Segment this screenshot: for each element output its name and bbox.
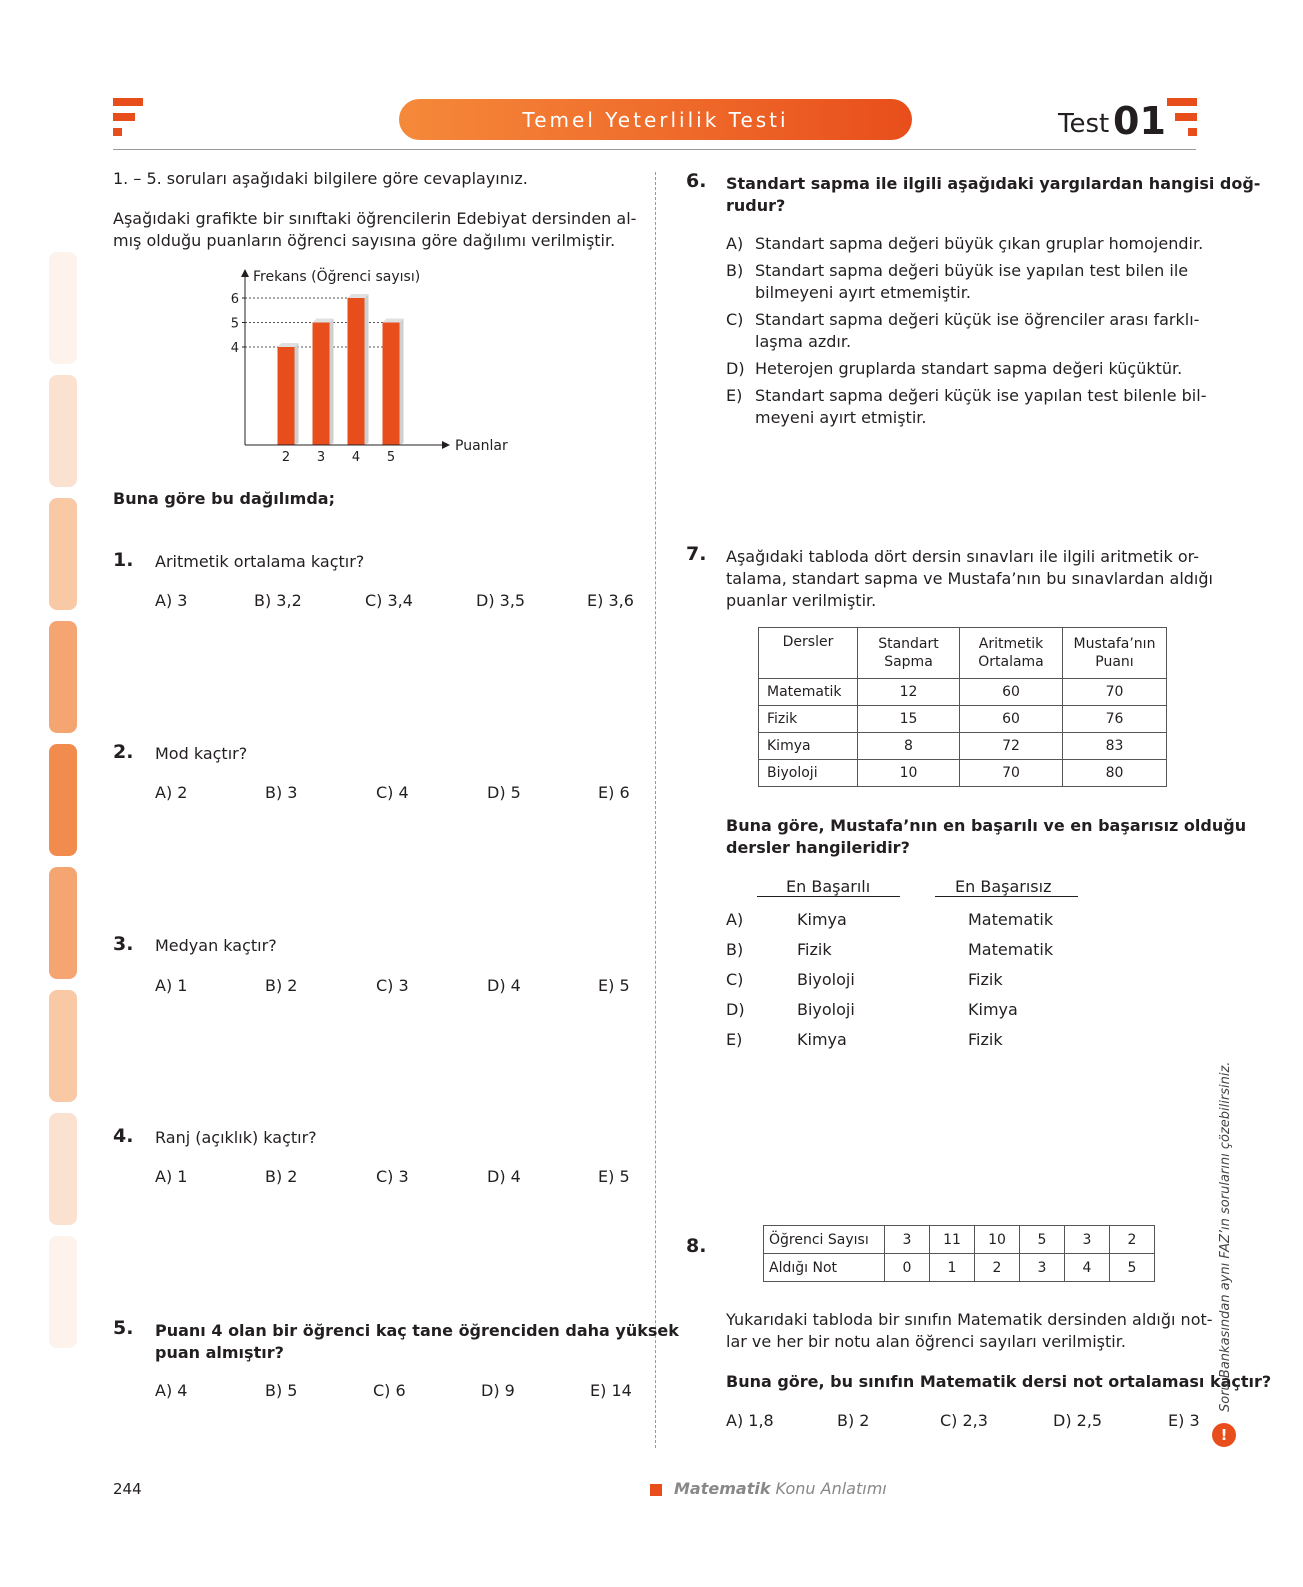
option-e-text-2[interactable]: meyeni ayırt etmiştir. (755, 408, 927, 427)
option-label[interactable]: A) (726, 910, 744, 929)
option-d[interactable]: D) 5 (487, 783, 521, 802)
option-worst[interactable]: Fizik (968, 1030, 1003, 1049)
footer-square-icon (650, 1484, 662, 1496)
table-row (764, 1226, 1155, 1254)
y-tick-label: 4 (230, 341, 239, 356)
option-d[interactable]: D) 3,5 (476, 591, 526, 610)
bar-shadow-4 (365, 294, 369, 445)
option-d-text[interactable]: Heterojen gruplarda standart sapma değeri küçüktür. (755, 359, 1183, 378)
table-cell: 72 (960, 733, 1063, 760)
question-number: 1. (113, 549, 134, 571)
x-tick-label: 5 (386, 450, 396, 465)
description-line-1: Yukarıdaki tabloda bir sınıfın Matematik dersinden aldığı not- (726, 1310, 1213, 1329)
column-underline (757, 896, 900, 897)
y-tick-label: 5 (230, 316, 239, 332)
description-line-2: lar ve her bir notu alan öğrenci sayıları verilmiştir. (726, 1332, 1126, 1351)
table-cell: 5 (1110, 1254, 1155, 1282)
question-number: 7. (686, 543, 707, 565)
table-cell: 4 (1065, 1254, 1110, 1282)
option-c[interactable]: C) 6 (373, 1381, 406, 1400)
option-b[interactable]: B) 5 (265, 1381, 298, 1400)
question-text-line-2: talama, standart sapma ve Mustafa’nın bu sınavlardan aldığı (726, 569, 1213, 588)
option-best[interactable]: Kimya (797, 910, 847, 929)
table-header-row (759, 628, 1167, 679)
option-label[interactable]: B) (726, 940, 744, 959)
option-a-label[interactable]: A) (726, 234, 744, 253)
book-title-rest: Konu Anlatımı (770, 1479, 887, 1498)
table-row (759, 679, 1167, 706)
table-cell: 2 (975, 1254, 1020, 1282)
question-text-line-3: puanlar verilmiştir. (726, 591, 877, 610)
question-text-line-2: rudur? (726, 196, 786, 215)
option-best[interactable]: Kimya (797, 1030, 847, 1049)
table-cell: Öğrenci Sayısı (764, 1226, 885, 1254)
option-label[interactable]: D) (726, 1000, 745, 1019)
question-text: Ranj (açıklık) kaçtır? (155, 1128, 317, 1147)
question-text-line-1: Puanı 4 olan bir öğrenci kaç tane öğrenciden daha yüksek (155, 1321, 679, 1340)
option-c-label[interactable]: C) (726, 310, 744, 329)
table-row (764, 1254, 1155, 1282)
question-text-line-1: Standart sapma ile ilgili aşağıdaki yargılardan hangisi doğ- (726, 174, 1261, 193)
option-best[interactable]: Fizik (797, 940, 832, 959)
intro-heading: 1. – 5. soruları aşağıdaki bilgilere göre cevaplayınız. (113, 169, 528, 188)
option-e[interactable]: E) 3 (1168, 1411, 1200, 1430)
option-c[interactable]: C) 2,3 (940, 1411, 988, 1430)
table-cell: 0 (885, 1254, 930, 1282)
table-row (759, 733, 1167, 760)
option-worst[interactable]: Matematik (968, 910, 1054, 929)
option-b[interactable]: B) 3,2 (254, 591, 302, 610)
table-cell: 11 (930, 1226, 975, 1254)
bar-shadow-5 (400, 319, 404, 446)
intro-line-2: mış olduğu puanların öğrenci sayısına göre dağılımı verilmiştir. (113, 231, 616, 250)
option-worst[interactable]: Fizik (968, 970, 1003, 989)
test-banner: Temel Yeterlilik Testi (399, 99, 912, 140)
option-worst[interactable]: Matematik (968, 940, 1054, 959)
column-header-best: En Başarılı (786, 877, 871, 896)
option-a[interactable]: A) 1,8 (726, 1411, 774, 1430)
table-cell: Aldığı Not (764, 1254, 885, 1282)
option-c[interactable]: C) 3 (376, 976, 409, 995)
bar-2 (278, 347, 295, 445)
x-axis-label: Puanlar (455, 438, 508, 454)
column-header-worst: En Başarısız (955, 877, 1052, 896)
question-number: 6. (686, 170, 707, 192)
option-d-label[interactable]: D) (726, 359, 745, 378)
option-a[interactable]: A) 4 (155, 1381, 188, 1400)
question-prompt-line-1: Buna göre, Mustafa’nın en başarılı ve en başarısız olduğu (726, 816, 1247, 835)
table-cell: 1 (930, 1254, 975, 1282)
option-b[interactable]: B) 2 (265, 1167, 298, 1186)
option-d[interactable]: D) 4 (487, 976, 521, 995)
option-e-label[interactable]: E) (726, 386, 743, 405)
option-a[interactable]: A) 2 (155, 783, 188, 802)
option-e[interactable]: E) 5 (598, 1167, 630, 1186)
table-row (759, 706, 1167, 733)
table-cell: Biyoloji (759, 760, 858, 787)
option-c[interactable]: C) 3,4 (365, 591, 413, 610)
frequency-chart (220, 265, 530, 465)
table-cell: 60 (960, 679, 1063, 706)
option-e[interactable]: E) 3,6 (587, 591, 634, 610)
table-cell: 8 (858, 733, 960, 760)
bar-4 (348, 298, 365, 445)
table-cell: 3 (1020, 1254, 1065, 1282)
option-worst[interactable]: Kimya (968, 1000, 1018, 1019)
option-e-text-1[interactable]: Standart sapma değeri küçük ise yapılan test bilenle bil- (755, 386, 1207, 405)
option-b-text-2[interactable]: bilmeyeni ayırt etmemiştir. (755, 283, 971, 302)
table-cell: 3 (885, 1226, 930, 1254)
option-e[interactable]: E) 14 (590, 1381, 632, 1400)
x-tick-label: 4 (351, 450, 361, 465)
option-b[interactable]: B) 2 (837, 1411, 870, 1430)
intro-line-1: Aşağıdaki grafikte bir sınıftaki öğrencilerin Edebiyat dersinden al- (113, 209, 637, 228)
question-prompt: Buna göre, bu sınıfın Matematik dersi not ortalaması kaçtır? (726, 1372, 1272, 1391)
column-underline (935, 896, 1078, 897)
option-a[interactable]: A) 3 (155, 591, 188, 610)
option-best[interactable]: Biyoloji (797, 970, 855, 989)
option-d[interactable]: D) 9 (481, 1381, 515, 1400)
header-cell: Dersler (759, 628, 858, 679)
table-cell: Kimya (759, 733, 858, 760)
question-number: 4. (113, 1125, 134, 1147)
bar-shadow-2 (295, 343, 299, 445)
option-a[interactable]: A) 1 (155, 1167, 188, 1186)
test-number: 01 (1113, 99, 1166, 143)
bar-3 (313, 323, 330, 446)
bar-5 (383, 323, 400, 446)
header-cell: Mustafa’nın Puanı (1063, 628, 1167, 679)
x-tick-label: 2 (281, 450, 291, 465)
question-number: 5. (113, 1317, 134, 1339)
question-number: 3. (113, 933, 134, 955)
question-number: 8. (686, 1235, 707, 1257)
table-cell: 60 (960, 706, 1063, 733)
option-c[interactable]: C) 3 (376, 1167, 409, 1186)
y-tick-label: 6 (230, 292, 239, 307)
table-cell: 15 (858, 706, 960, 733)
option-a-text[interactable]: Standart sapma değeri büyük çıkan gruplar homojendir. (755, 234, 1204, 253)
option-c-text-1[interactable]: Standart sapma değeri küçük ise öğrenciler arası farklı- (755, 310, 1200, 329)
table-row (759, 760, 1167, 787)
question-text: Mod kaçtır? (155, 744, 248, 763)
option-label[interactable]: C) (726, 970, 744, 989)
option-a[interactable]: A) 1 (155, 976, 188, 995)
option-best[interactable]: Biyoloji (797, 1000, 855, 1019)
table-cell: 10 (975, 1226, 1020, 1254)
option-c[interactable]: C) 4 (376, 783, 409, 802)
table-cell: Matematik (759, 679, 858, 706)
table-cell: 10 (858, 760, 960, 787)
header-rule (113, 149, 1196, 150)
test-label: Test (1058, 109, 1110, 139)
table-cell: 76 (1063, 706, 1167, 733)
side-note: Soru Bankasından aynı FAZ’ın sorularını çözebilirsiniz. (1218, 1061, 1233, 1412)
header-cell: Standart Sapma (858, 628, 960, 679)
followup-text: Buna göre bu dağılımda; (113, 489, 335, 508)
table-cell: 83 (1063, 733, 1167, 760)
option-d[interactable]: D) 4 (487, 1167, 521, 1186)
question-text-line-1: Aşağıdaki tabloda dört dersin sınavları ile ilgili aritmetik or- (726, 547, 1199, 566)
x-tick-label: 3 (316, 450, 326, 465)
question-number: 2. (113, 741, 134, 763)
option-e[interactable]: E) 5 (598, 976, 630, 995)
table-cell: 2 (1110, 1226, 1155, 1254)
question-text-line-2: puan almıştır? (155, 1343, 284, 1362)
question-text: Medyan kaçtır? (155, 936, 277, 955)
column-divider (655, 172, 656, 1448)
table-cell: 3 (1065, 1226, 1110, 1254)
scores-table (758, 627, 1167, 787)
table-cell: 80 (1063, 760, 1167, 787)
grades-table (763, 1225, 1155, 1282)
table-cell: 70 (960, 760, 1063, 787)
table-cell: 5 (1020, 1226, 1065, 1254)
y-axis-label: Frekans (Öğrenci sayısı) (253, 269, 421, 285)
exclamation-icon: ! (1212, 1423, 1236, 1447)
table-cell: Fizik (759, 706, 858, 733)
option-d[interactable]: D) 2,5 (1053, 1411, 1103, 1430)
option-c-text-2[interactable]: laşma azdır. (755, 332, 852, 351)
option-b[interactable]: B) 2 (265, 976, 298, 995)
option-b-text-1[interactable]: Standart sapma değeri büyük ise yapılan test bilen ile (755, 261, 1189, 280)
table-cell: 12 (858, 679, 960, 706)
page-number: 244 (113, 1480, 142, 1498)
question-prompt-line-2: dersler hangileridir? (726, 838, 910, 857)
option-label[interactable]: E) (726, 1030, 743, 1049)
book-title (674, 1479, 887, 1498)
option-b[interactable]: B) 3 (265, 783, 298, 802)
option-b-label[interactable]: B) (726, 261, 744, 280)
table-cell: 70 (1063, 679, 1167, 706)
book-title-bold: Matematik (674, 1479, 771, 1498)
bar-shadow-3 (330, 319, 334, 446)
option-e[interactable]: E) 6 (598, 783, 630, 802)
question-text: Aritmetik ortalama kaçtır? (155, 552, 365, 571)
header-cell: Aritmetik Ortalama (960, 628, 1063, 679)
